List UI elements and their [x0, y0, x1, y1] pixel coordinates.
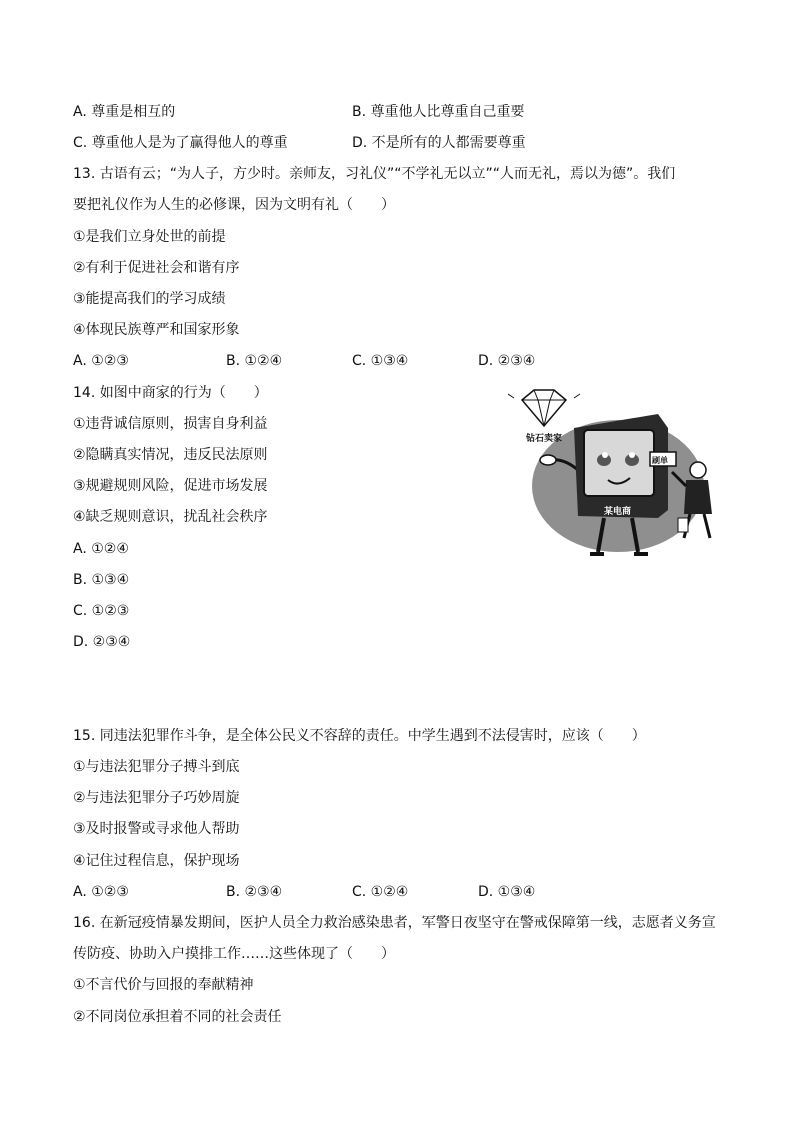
q15-stem: 15. 同违法犯罪作斗争，是全体公民义不容辞的责任。中学生遇到不法侵害时，应该（ ） [73, 728, 646, 744]
q14-stem: 14. 如图中商家的行为（ ） [73, 385, 268, 401]
q13-option-b: B. ①②④ [226, 353, 283, 369]
cartoon-label-seller: 钻石卖家 [526, 434, 563, 444]
q13-item-3: ③能提高我们的学习成绩 [73, 291, 226, 307]
q15-item-3: ③及时报警或寻求他人帮助 [73, 821, 240, 837]
q14-item-2: ②隐瞒真实情况，违反民法原则 [73, 447, 268, 463]
q12-option-d: D. 不是所有的人都需要尊重 [352, 135, 526, 151]
q14-option-c: C. ①②③ [73, 603, 130, 619]
q14-item-3: ③规避规则风险，促进市场发展 [73, 478, 268, 494]
q12-option-a: A. 尊重是相互的 [73, 104, 176, 120]
q13-option-a: A. ①②③ [73, 353, 129, 369]
q15-item-2: ②与违法犯罪分子巧妙周旋 [73, 790, 240, 806]
q13-item-4: ④体现民族尊严和国家形象 [73, 322, 240, 338]
cartoon-label-scroll: 刷单 [652, 456, 668, 465]
q14-option-b: B. ①③④ [73, 572, 130, 588]
q12-option-c: C. 尊重他人是为了赢得他人的尊重 [73, 135, 288, 151]
q14-cartoon-image [508, 388, 726, 560]
q15-option-c: C. ①②④ [352, 884, 409, 900]
q13-item-2: ②有利于促进社会和谐有序 [73, 260, 240, 276]
q13-option-c: C. ①③④ [352, 353, 409, 369]
q13-option-d: D. ②③④ [478, 353, 536, 369]
q13-item-1: ①是我们立身处世的前提 [73, 229, 226, 245]
q15-option-a: A. ①②③ [73, 884, 129, 900]
q15-option-d: D. ①③④ [478, 884, 536, 900]
q14-option-d: D. ②③④ [73, 634, 131, 650]
q16-item-2: ②不同岗位承担着不同的社会责任 [73, 1009, 282, 1025]
diamond-icon [508, 388, 580, 426]
q13-stem-line1: 13. 古语有云；“为人子，方少时。亲师友，习礼仪”“不学礼无以立”“人而无礼，焉以为德”。我们 [73, 166, 676, 182]
q16-stem-line2: 传防疫、协助入户摸排工作……这些体现了（ ） [73, 946, 395, 962]
q13-stem-line2: 要把礼仪作为人生的必修课，因为文明有礼（ ） [73, 197, 395, 213]
q14-option-a: A. ①②④ [73, 541, 129, 557]
q16-item-1: ①不言代价与回报的奉献精神 [73, 977, 254, 993]
q15-option-b: B. ②③④ [226, 884, 283, 900]
q15-item-4: ④记住过程信息，保护现场 [73, 853, 240, 869]
q12-option-b: B. 尊重他人比尊重自己重要 [352, 104, 525, 120]
q15-item-1: ①与违法犯罪分子搏斗到底 [73, 759, 240, 775]
q14-item-1: ①违背诚信原则，损害自身利益 [73, 416, 268, 432]
q16-stem-line1: 16. 在新冠疫情暴发期间，医护人员全力救治感染患者，军警日夜坚守在警戒保障第一线，志愿者义务宣 [73, 915, 716, 931]
q14-item-4: ④缺乏规则意识，扰乱社会秩序 [73, 509, 268, 525]
cartoon-label-merchant: 某电商 [604, 507, 632, 517]
